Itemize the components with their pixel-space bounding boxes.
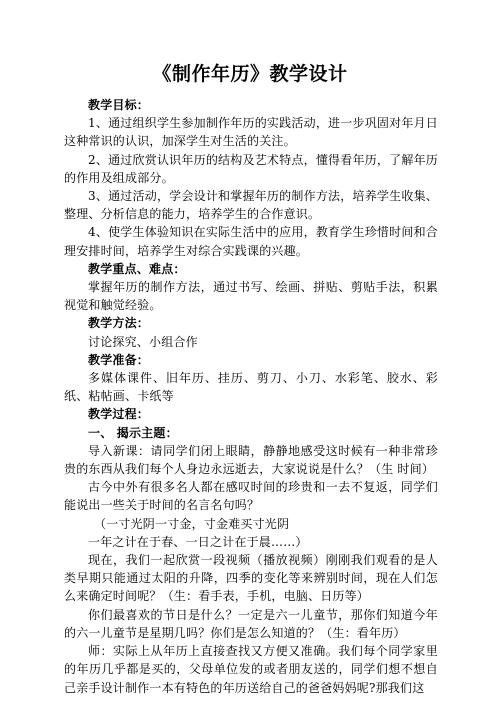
process-paragraph: 古今中外有很多名人都在感叹时间的珍贵和一去不复返，同学们能说出一些关于时间的名言名句吗？ [64,480,438,513]
quote-line: （一寸光阴一寸金，寸金难买寸光阴 [94,516,290,531]
keypoints-text: 掌握年历的制作方法，通过书写、绘画、拼贴、剪贴手法，积累视觉和触觉经验。 [64,280,438,313]
prep-text: 多媒体课件、旧年历、挂历、剪刀、小刀、水彩笔、胶水、彩纸、粘帖画、卡纸等 [64,371,438,404]
objectives-heading: 教学目标： [88,98,150,112]
quote-line: 一年之计在于春、一日之计在于晨……） [88,534,308,549]
methods-heading: 教学方法： [88,316,150,331]
objective-item: 1、通过组织学生参加制作年历的实践活动，进一步巩固对年月日这种常识的认识，加深学生对生活的关注。 [64,116,438,149]
keypoints-heading: 教学重点、难点： [88,261,186,276]
document-body [64,96,438,697]
objective-item: 3、通过活动，学会设计和掌握年历的制作方法，培养学生收集、整理、分析信息的能力，培养学生的合作意识。 [64,189,438,222]
process-paragraph: 导入新课：请同学们闭上眼睛，静静地感受这时候有一种非常珍贵的东西从我们每个人身边永远逝去，大家说说是什么？（生 时间） [64,443,438,477]
page-title: 《制作年历》教学设计 [152,63,348,85]
methods-text: 讨论探究、小组合作 [88,334,198,349]
process-paragraph: 现在，我们一起欣赏一段视频（播放视频）刚刚我们观看的是人类早期只能通过太阳的升降，四季的变化等来辨别时间，现在人们怎么来确定时间呢？（生：看手表，手机，电脑、日历等） [64,553,438,604]
prep-heading: 教学准备： [88,352,150,367]
process-paragraph: 师：实际上从年历上直接查找又方便又准确。我们每个同学家里的年历几乎都是买的，父母单位发的或者朋友送的，同学们想不想自己亲手设计制作一本有特色的年历送给自己的爸爸妈妈呢?那我们这 [64,644,438,695]
process-heading: 教学过程： [88,407,150,422]
section1-heading: 一、 揭示主题： [88,425,178,440]
process-paragraph: 你们最喜欢的节日是什么？一定是六一儿童节，那你们知道今年的六一儿童节是星期几吗？你们是怎么知道的？（生：看年历） [64,607,438,640]
objective-item: 2、通过欣赏认识年历的结构及艺术特点，懂得看年历，了解年历的作用及组成部分。 [64,152,438,185]
objective-item: 4、使学生体验知识在实际生活中的应用，教育学生珍惜时间和合理安排时间，培养学生对综合实践课的兴趣。 [64,225,438,258]
